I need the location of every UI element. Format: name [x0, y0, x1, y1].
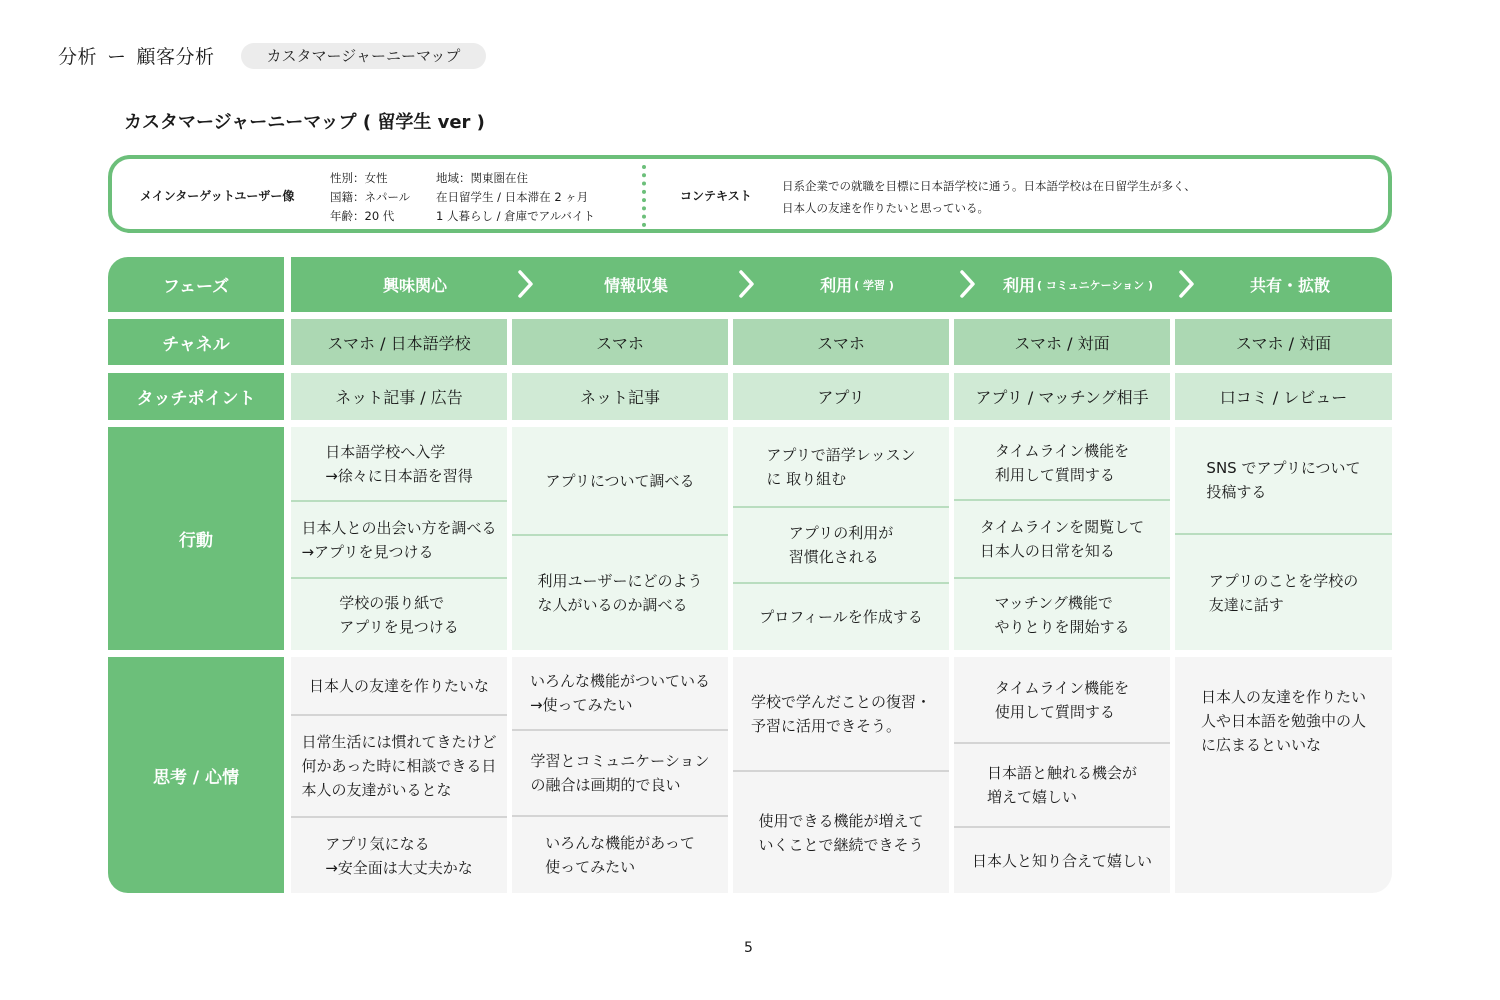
thought-item: [291, 818, 507, 893]
thought-line: 日本人の友達を作りたい: [1200, 688, 1366, 706]
action-line: アプリのことを学校の: [1208, 571, 1359, 590]
action-line: タイムライン機能を: [994, 442, 1130, 460]
phase-note: ( コミュニケーション ): [1036, 278, 1154, 292]
action-item: [512, 536, 728, 650]
persona-age: 年齢：20 代: [330, 209, 395, 223]
thought-item: [954, 744, 1170, 826]
persona-divider: [642, 165, 646, 227]
phase-use-communication: [954, 257, 1202, 312]
thought-item: [733, 657, 949, 770]
persona-nationality: 国籍：ネパール: [330, 190, 411, 204]
phase-share: [1175, 257, 1392, 312]
chevron-right-icon: [733, 269, 759, 299]
thought-column-5: [1175, 657, 1392, 893]
persona-gender: 性別：女性: [330, 171, 388, 185]
thought-line: の融合は画期的で良い: [530, 776, 681, 794]
action-column-5: [1175, 427, 1392, 650]
thought-item: [512, 657, 728, 729]
action-line: に 取り組む: [766, 469, 847, 488]
thought-line: 予習に活用できそう。: [750, 716, 901, 735]
section-tag: カスタマージャーニーマップ: [241, 43, 487, 69]
thought-column-4: [954, 657, 1170, 893]
chevron-right-icon: [954, 269, 980, 299]
thought-column-1: [291, 657, 507, 893]
phase-label: 共有・拡散: [1249, 276, 1330, 295]
action-item: [291, 579, 507, 650]
thought-line: に広まるといいな: [1200, 736, 1321, 754]
action-item: [512, 427, 728, 534]
row-header-phase: フェーズ: [108, 257, 284, 312]
thought-column-3: [733, 657, 949, 893]
phase-label: 利用: [820, 276, 853, 295]
thought-line: いろんな機能があって: [545, 834, 695, 852]
action-line: 利用して質問する: [994, 466, 1115, 484]
thought-line: →使ってみたい: [529, 696, 633, 714]
action-line: 日本人の日常を知る: [979, 542, 1115, 560]
action-line: →アプリを見つける: [301, 542, 434, 561]
persona-status: 在日留学生 / 日本滞在 2 ヶ月: [436, 190, 589, 204]
context-text: [782, 175, 1196, 219]
persona-attributes-2: [436, 169, 595, 226]
phase-label: 利用: [1002, 276, 1035, 295]
row-header-thought: 思考 / 心情: [108, 657, 284, 893]
action-line: マッチング機能で: [994, 593, 1113, 612]
phase-label: 興味関心: [382, 276, 447, 295]
thought-item: [1175, 677, 1392, 765]
action-line: SNS でアプリについて: [1206, 459, 1361, 477]
row-header-channel: チャネル: [108, 319, 284, 365]
thought-item: [733, 772, 949, 893]
thought-line: いくことで継続できそう: [758, 835, 924, 854]
thought-line: 学習とコミュニケーション: [530, 752, 710, 770]
action-column-4: [954, 427, 1170, 650]
channel-cell: スマホ: [733, 319, 949, 365]
action-line: 日本人との出会い方を調べる: [301, 518, 497, 537]
persona-region: 地域：関東圏在住: [436, 171, 528, 185]
breadcrumb-section: 分析: [58, 46, 98, 68]
action-item: [733, 508, 949, 582]
phase-interest: [291, 257, 539, 312]
action-item: [733, 427, 949, 506]
thought-line: 学校で学んだことの復習・: [750, 692, 931, 711]
thought-line: 使用できる機能が増えて: [758, 811, 924, 830]
action-item: [954, 501, 1170, 577]
thought-line: いろんな機能がついている: [529, 672, 710, 690]
phase-note: ( 学習 ): [854, 278, 894, 292]
action-item: [291, 502, 507, 577]
thought-line: 使ってみたい: [545, 858, 636, 876]
action-line: アプリについて調べる: [545, 471, 695, 490]
thought-line: 日本語と触れる機会が: [986, 764, 1137, 782]
action-line: アプリの利用が: [788, 524, 894, 542]
context-line: 日系企業での就職を目標に日本語学校に通う。日本語学校は在日留学生が多く、: [782, 179, 1196, 193]
breadcrumb-separator: ー: [107, 46, 127, 68]
action-column-1: [291, 427, 507, 650]
journey-map-grid: [108, 257, 1392, 893]
thought-line: 日本人の友達を作りたいな: [308, 676, 489, 695]
persona-label: メインターゲットユーザー像: [140, 189, 295, 203]
action-item: [1175, 427, 1392, 533]
thought-line: 日常生活には慣れてきたけど: [301, 733, 497, 751]
thought-line: タイムライン機能を: [994, 678, 1130, 697]
channel-cell: スマホ / 対面: [954, 319, 1170, 365]
persona-box: [108, 155, 1392, 233]
action-line: アプリを見つける: [339, 617, 459, 636]
channel-cell: スマホ / 対面: [1175, 319, 1392, 365]
page-number: 5: [744, 940, 753, 956]
phase-research: [512, 257, 760, 312]
action-line: やりとりを開始する: [994, 617, 1130, 636]
thought-item: [512, 817, 728, 893]
thought-line: アプリ気になる: [325, 834, 430, 853]
thought-line: 増えて嬉しい: [986, 788, 1077, 806]
page-title: カスタマージャーニーマップ ( 留学生 ver ): [124, 112, 485, 133]
action-item: [954, 579, 1170, 650]
action-item: [733, 584, 949, 650]
breadcrumb-subsection: 顧客分析: [136, 46, 215, 68]
thought-column-2: [512, 657, 728, 893]
thought-item: [954, 828, 1170, 893]
touchpoint-cell: アプリ / マッチング相手: [954, 373, 1170, 420]
breadcrumb: [58, 42, 486, 69]
action-line: 投稿する: [1206, 483, 1267, 501]
touchpoint-cell: ネット記事: [512, 373, 728, 420]
thought-item: [954, 657, 1170, 742]
action-line: タイムラインを閲覧して: [979, 518, 1145, 536]
context-label: コンテキスト: [680, 189, 752, 203]
action-column-3: [733, 427, 949, 650]
action-item: [291, 427, 507, 500]
thought-line: 日本人と知り合えて嬉しい: [971, 851, 1152, 870]
action-item: [954, 427, 1170, 499]
thought-item: [512, 731, 728, 815]
thought-line: 本人の友達がいるとな: [301, 781, 452, 799]
action-line: 習慣化される: [788, 548, 879, 566]
row-header-touchpoint: タッチポイント: [108, 373, 284, 420]
thought-line: 何かあった時に相談できる日: [301, 757, 497, 775]
action-line: 利用ユーザーにどのよう: [537, 572, 703, 590]
thought-line: 人や日本語を勉強中の人: [1200, 712, 1366, 730]
action-item: [1175, 535, 1392, 650]
action-line: 学校の張り紙で: [339, 593, 445, 612]
channel-cell: スマホ: [512, 319, 728, 365]
touchpoint-cell: 口コミ / レビュー: [1175, 373, 1392, 420]
thought-line: 使用して質問する: [994, 702, 1115, 721]
touchpoint-cell: アプリ: [733, 373, 949, 420]
row-header-action: 行動: [108, 427, 284, 650]
chevron-right-icon: [1173, 269, 1199, 299]
phase-label: 情報収集: [603, 276, 668, 295]
phase-use-learning: [733, 257, 981, 312]
action-column-2: [512, 427, 728, 650]
channel-cell: スマホ / 日本語学校: [291, 319, 507, 365]
thought-item: [291, 657, 507, 714]
action-line: 日本語学校へ入学: [325, 442, 446, 461]
thought-line: →安全面は大丈夫かな: [325, 858, 473, 877]
chevron-right-icon: [512, 269, 538, 299]
action-line: プロフィールを作成する: [759, 608, 923, 626]
thought-item: [291, 716, 507, 816]
action-line: アプリで語学レッスン: [766, 445, 916, 464]
persona-living: 1 人暮らし / 倉庫でアルバイト: [436, 209, 595, 223]
action-line: 友達に話す: [1208, 595, 1284, 614]
persona-attributes-1: [330, 169, 410, 226]
action-line: な人がいるのか調べる: [537, 596, 688, 614]
context-line: 日本人の友達を作りたいと思っている。: [782, 201, 989, 215]
action-line: →徐々に日本語を習得: [325, 466, 473, 485]
touchpoint-cell: ネット記事 / 広告: [291, 373, 507, 420]
